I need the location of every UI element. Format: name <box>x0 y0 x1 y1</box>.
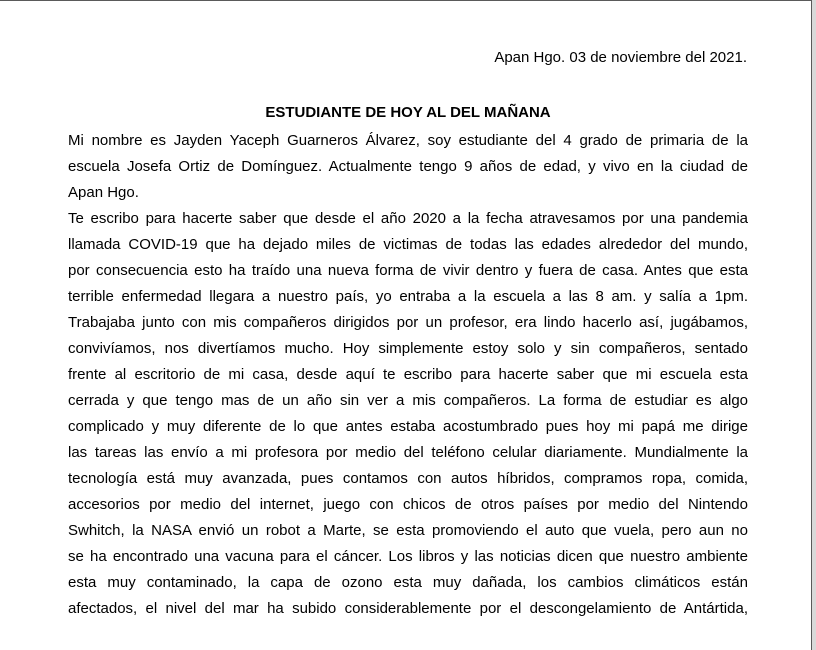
paragraph-2-line: frente al escritorio de mi casa, desde aquí te escribo para hacerte saber que mi escuela esta <box>68 366 748 383</box>
page-edge-shadow <box>812 0 816 650</box>
paragraph-2-line: complicado y muy diferente de lo que antes estaba acostumbrado pues hoy mi papá me dirige <box>68 418 748 435</box>
paragraph-2-line: Te escribo para hacerte saber que desde el año 2020 a la fecha atravesamos por una pandemia <box>68 210 748 227</box>
paragraph-2-line: llamada COVID-19 que ha dejado miles de victimas de todas las edades alrededor del mundo, <box>68 236 748 253</box>
paragraph-2-line: Swhitch, la NASA envió un robot a Marte, se esta promoviendo el auto que vuela, pero aun no <box>68 522 748 539</box>
paragraph-1-line: Apan Hgo. <box>68 184 139 201</box>
paragraph-2-line: se ha encontrado una vacuna para el cáncer. Los libros y las noticias dicen que nuestro ambiente <box>68 548 748 565</box>
paragraph-2-line: cerrada y que tengo mas de un año sin ver a mis compañeros. La forma de estudiar es algo <box>68 392 748 409</box>
paragraph-2-line: accesorios por medio del internet, juego con chicos de otros países por medio del Nintendo <box>68 496 748 513</box>
paragraph-2-line: las tareas las envío a mi profesora por medio del teléfono celular diariamente. Mundialmente la <box>68 444 748 461</box>
paragraph-2 <box>68 206 748 622</box>
paragraph-2-line: afectados, el nivel del mar ha subido considerablemente por el descongelamiento de Antártida, <box>68 600 748 617</box>
paragraph-2-line: terrible enfermedad llegara a nuestro país, yo entraba a la escuela a las 8 am. y salía a 1pm. <box>68 288 748 305</box>
paragraph-2-line: tecnología está muy avanzada, pues contamos con autos híbridos, compramos ropa, comida, <box>68 470 748 487</box>
paragraph-2-line: convivíamos, nos divertíamos mucho. Hoy simplemente estoy solo y sin compañeros, sentado <box>68 340 748 357</box>
date-line: Apan Hgo. 03 de noviembre del 2021. <box>494 49 747 66</box>
paragraph-2-line: Trabajaba junto con mis compañeros dirigidos por un profesor, era lindo hacerlo así, jugábamos, <box>68 314 748 331</box>
paragraph-1-line: escuela Josefa Ortiz de Domínguez. Actualmente tengo 9 años de edad, y vivo en la ciudad de <box>68 158 748 175</box>
paragraph-1-line: Mi nombre es Jayden Yaceph Guarneros Álvarez, soy estudiante del 4 grado de primaria de la <box>68 132 748 149</box>
paragraph-1 <box>68 128 748 206</box>
paragraph-2-line: por consecuencia esto ha traído una nueva forma de vivir dentro y fuera de casa. Antes que esta <box>68 262 748 279</box>
paragraph-2-line: esta muy contaminado, la capa de ozono esta muy dañada, los cambios climáticos están <box>68 574 748 591</box>
document-title: ESTUDIANTE DE HOY AL DEL MAÑANA <box>265 104 551 121</box>
